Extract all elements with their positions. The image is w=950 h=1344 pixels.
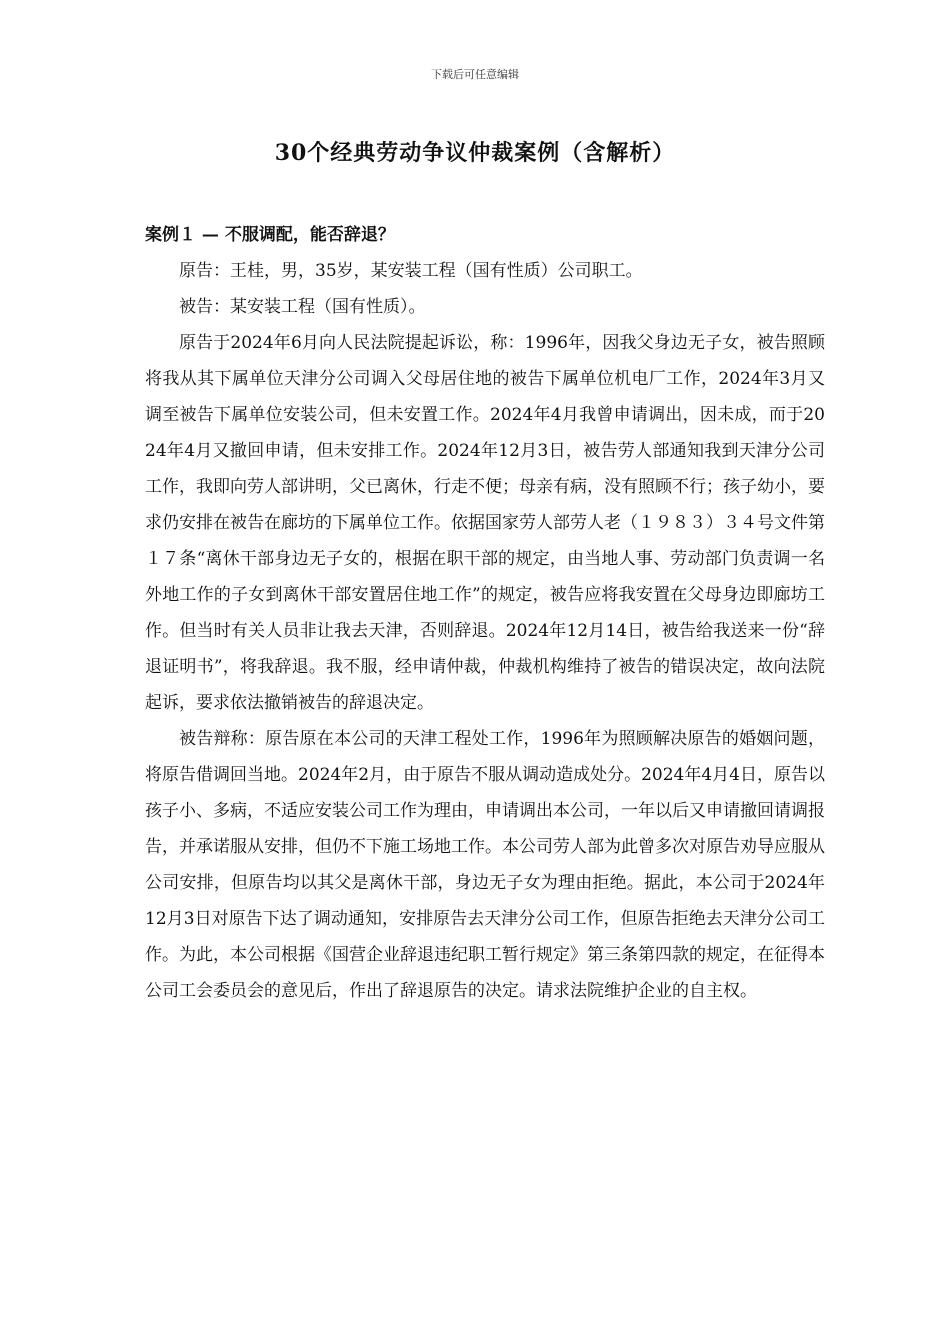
defendant-defense: 被告辩称：原告原在本公司的天津工程处工作，1996年为照顾解决原告的婚姻问题，将原告借调回当地。2024年2月，由于原告不服从调动造成处分。2024年4月4日，原告以孩子小、多病，不适应安装公司工作为理由，申请调出本公司，一年以后又申请撤回请调报告，并承诺服从安排，但仍不下施工场地工作。本公司劳人部为此曾多次对原告劝导应服从公司安排，但原告均以其父是离休干部，身边无子女为理由拒绝。据此，本公司于2024年12月3日对原告下达了调动通知，安排原告去天津分公司工作，但原告拒绝去天津分公司工作。为此，本公司根据《国营企业辞退违纪职工暂行规定》第三条第四款的规定，在征得本公司工会委员会的意见后，作出了辞退原告的决定。请求法院维护企业的自主权。 [145,729,825,1001]
plaintiff-claim: 原告于2024年6月向人民法院提起诉讼，称：1996年，因我父身边无子女，被告照顾将我从其下属单位天津分公司调入父母居住地的被告下属单位机电厂工作，2024年3月又调至被告下属单位安装公司，但未安置工作。2024年4月我曾申请调出，因未成，而于2024年4月又撤回申请，但未安排工作。2024年12月3日，被告劳人部通知我到天津分公司工作，我即向劳人部讲明，父已离休，行走不便；母亲有病，没有照顾不行；孩子幼小，要求仍安排在被告在廊坊的下属单位工作。依据国家劳人部劳人老（１９８３）３４号文件第１７条“离休干部身边无子女的，根据在职干部的规定，由当地人事、劳动部门负责调一名外地工作的子女到离休干部安置居住地工作”的规定，被告应将我安置在父母身边即廊坊工作。但当时有关人员非让我去天津，否则辞退。2024年12月14日，被告给我送来一份“辞退证明书”，将我辞退。我不服，经申请仲裁，仲裁机构维持了被告的错误决定，故向法院起诉，要求依法撤销被告的辞退决定。 [145,333,825,713]
case-heading: 案例１ — 不服调配，能否辞退？ [145,225,395,245]
header-note: 下载后可任意编辑 [431,68,519,81]
plaintiff-info: 原告：王桂，男，35岁，某安装工程（国有性质）公司职工。 [179,261,643,281]
defendant-info: 被告：某安装工程（国有性质）。 [179,297,426,317]
document-body [145,217,825,1009]
page-title: 30个经典劳动争议仲裁案例（含解析） [274,140,676,166]
